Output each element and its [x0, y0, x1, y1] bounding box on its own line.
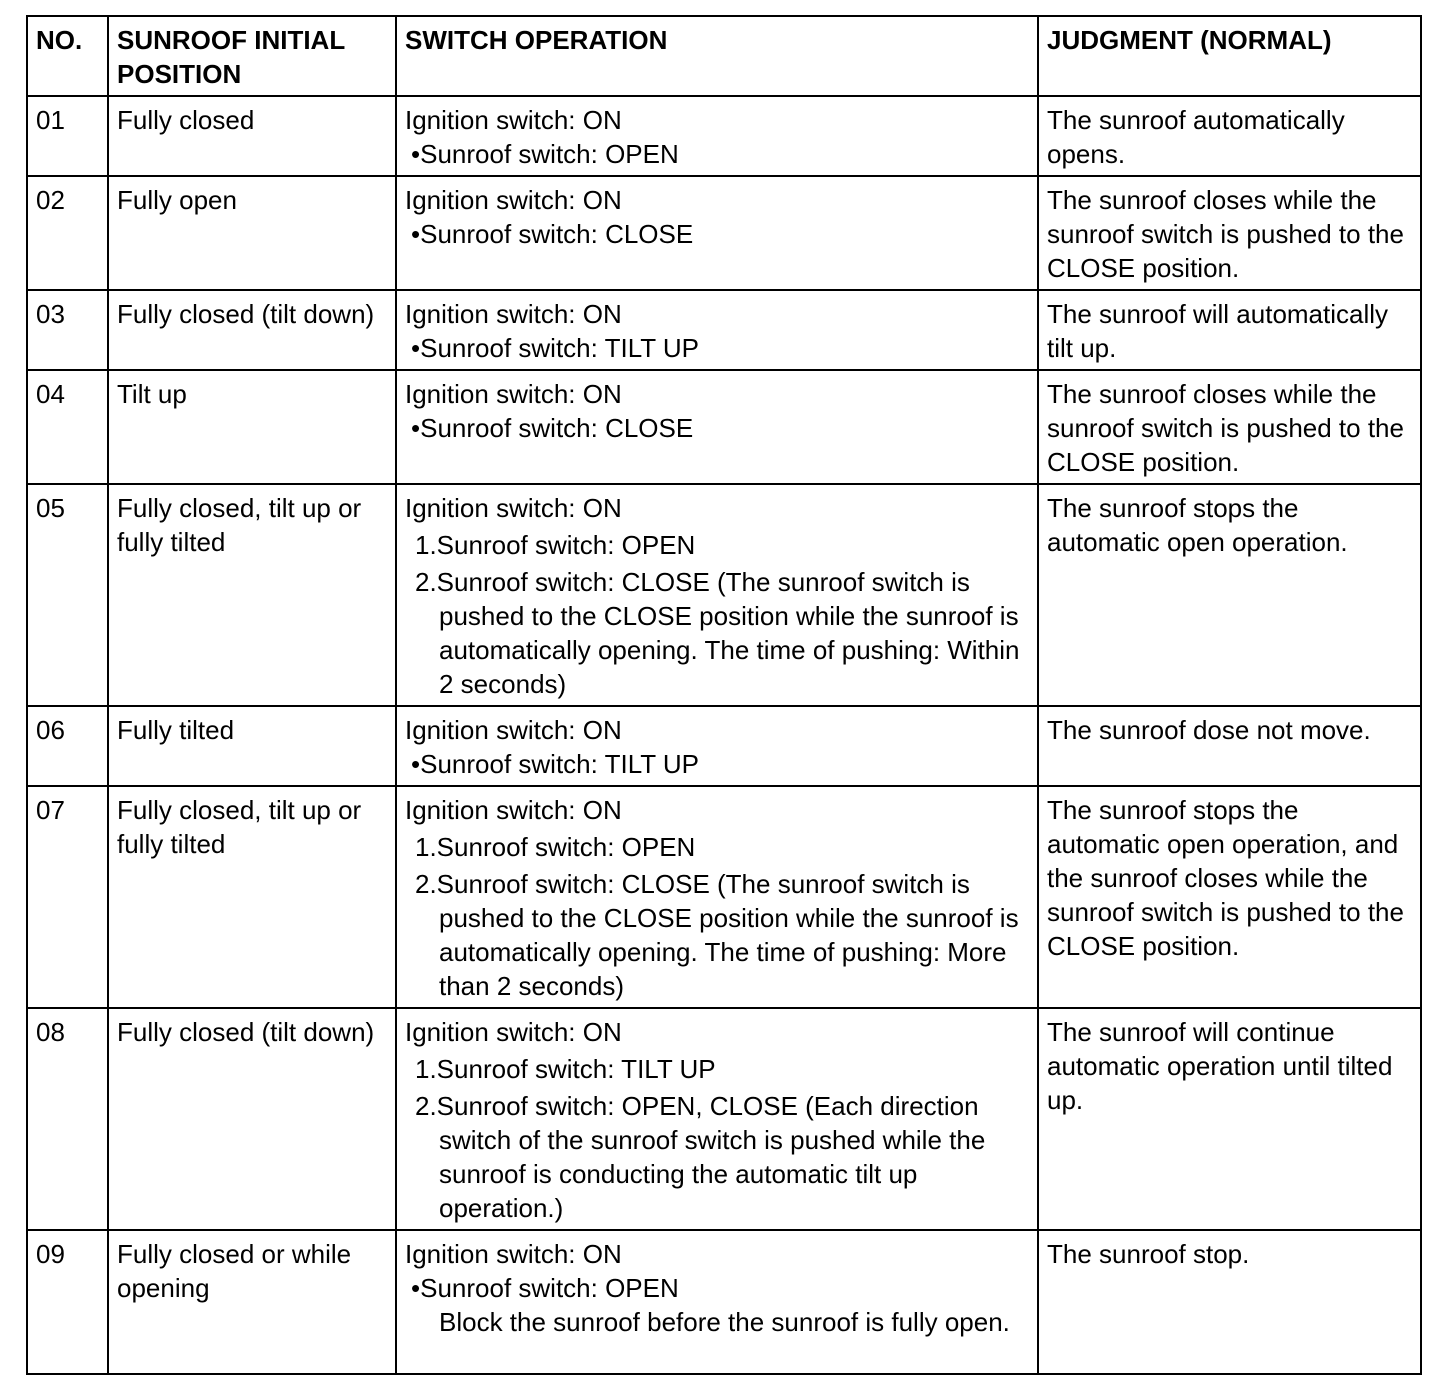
header-row	[27, 16, 1421, 96]
row-judgment: The sunroof closes while the sunroof switch is pushed to the CLOSE position.	[1038, 176, 1421, 290]
row-operation	[396, 484, 1038, 706]
row-judgment: The sunroof automatically opens.	[1038, 96, 1421, 176]
header-judgment: JUDGMENT (NORMAL)	[1038, 16, 1421, 96]
table-row	[27, 290, 1421, 370]
table-row	[27, 176, 1421, 290]
row-operation	[396, 370, 1038, 484]
row-judgment: The sunroof will continue automatic operation until tilted up.	[1038, 1008, 1421, 1230]
switch-bullet: •Sunroof switch: OPEN	[411, 1273, 679, 1303]
row-position: Tilt up	[108, 370, 396, 484]
row-operation	[396, 96, 1038, 176]
row-operation	[396, 290, 1038, 370]
row-operation	[396, 1230, 1038, 1374]
row-position: Fully closed, tilt up or fully tilted	[108, 786, 396, 1008]
table-row	[27, 484, 1421, 706]
row-operation	[396, 786, 1038, 1008]
ignition-line: Ignition switch: ON	[405, 299, 622, 329]
row-position: Fully closed (tilt down)	[108, 1008, 396, 1230]
switch-bullet: •Sunroof switch: TILT UP	[411, 749, 699, 779]
row-no: 07	[27, 786, 108, 1008]
row-judgment: The sunroof stop.	[1038, 1230, 1421, 1374]
operation-step-2: 2.Sunroof switch: CLOSE (The sunroof switch is pushed to the CLOSE position while the sunroof is automatically opening. The time of pushing: More than 2 seconds)	[415, 869, 1019, 1001]
row-position: Fully closed (tilt down)	[108, 290, 396, 370]
row-no: 05	[27, 484, 108, 706]
ignition-line: Ignition switch: ON	[405, 105, 622, 135]
row-position: Fully closed or while opening	[108, 1230, 396, 1374]
row-judgment: The sunroof will automatically tilt up.	[1038, 290, 1421, 370]
table-row	[27, 786, 1421, 1008]
row-position: Fully closed	[108, 96, 396, 176]
ignition-line: Ignition switch: ON	[405, 1239, 622, 1269]
switch-bullet: •Sunroof switch: OPEN	[411, 139, 679, 169]
ignition-line: Ignition switch: ON	[405, 795, 622, 825]
header-switch-operation: SWITCH OPERATION	[396, 16, 1038, 96]
row-position: Fully open	[108, 176, 396, 290]
header-no: NO.	[27, 16, 108, 96]
table-row	[27, 370, 1421, 484]
switch-bullet: •Sunroof switch: TILT UP	[411, 333, 699, 363]
ignition-line: Ignition switch: ON	[405, 1017, 622, 1047]
operation-step-2: 2.Sunroof switch: CLOSE (The sunroof switch is pushed to the CLOSE position while the sunroof is automatically opening. The time of pushing: Within 2 seconds)	[415, 567, 1020, 699]
ignition-line: Ignition switch: ON	[405, 715, 622, 745]
row-judgment: The sunroof stops the automatic open operation.	[1038, 484, 1421, 706]
row-position: Fully closed, tilt up or fully tilted	[108, 484, 396, 706]
operation-step-2: 2.Sunroof switch: OPEN, CLOSE (Each direction switch of the sunroof switch is pushed while the sunroof is conducting the automatic tilt up operation.)	[415, 1091, 986, 1223]
header-initial-position: SUNROOF INITIAL POSITION	[108, 16, 396, 96]
table-row	[27, 96, 1421, 176]
row-judgment: The sunroof closes while the sunroof switch is pushed to the CLOSE position.	[1038, 370, 1421, 484]
row-operation	[396, 176, 1038, 290]
row-position: Fully tilted	[108, 706, 396, 786]
operation-step-1: 1.Sunroof switch: OPEN	[415, 832, 696, 862]
row-operation	[396, 706, 1038, 786]
operation-step-1: 1.Sunroof switch: OPEN	[415, 530, 696, 560]
row-judgment: The sunroof dose not move.	[1038, 706, 1421, 786]
row-no: 09	[27, 1230, 108, 1374]
operation-step-1: 1.Sunroof switch: TILT UP	[415, 1054, 716, 1084]
row-judgment: The sunroof stops the automatic open operation, and the sunroof closes while the sunroof switch is pushed to the CLOSE position.	[1038, 786, 1421, 1008]
operation-note: Block the sunroof before the sunroof is fully open.	[439, 1307, 1010, 1337]
row-no: 02	[27, 176, 108, 290]
switch-bullet: •Sunroof switch: CLOSE	[411, 219, 694, 249]
switch-bullet: •Sunroof switch: CLOSE	[411, 413, 694, 443]
table-row	[27, 1230, 1421, 1374]
ignition-line: Ignition switch: ON	[405, 493, 622, 523]
row-no: 08	[27, 1008, 108, 1230]
row-no: 06	[27, 706, 108, 786]
sunroof-operation-table	[26, 15, 1422, 1375]
row-no: 01	[27, 96, 108, 176]
ignition-line: Ignition switch: ON	[405, 185, 622, 215]
table-row	[27, 1008, 1421, 1230]
row-no: 04	[27, 370, 108, 484]
ignition-line: Ignition switch: ON	[405, 379, 622, 409]
table-row	[27, 706, 1421, 786]
row-no: 03	[27, 290, 108, 370]
row-operation	[396, 1008, 1038, 1230]
